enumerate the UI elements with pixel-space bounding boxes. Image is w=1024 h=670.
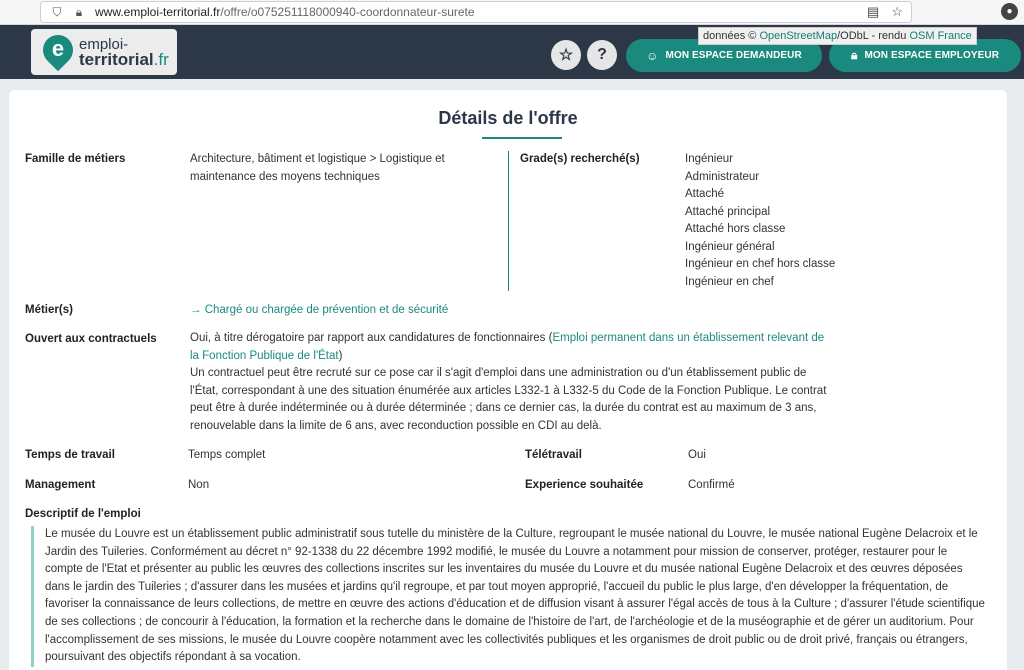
grade-item: Administrateur bbox=[685, 170, 760, 183]
osm-france-link[interactable]: OSM France bbox=[909, 30, 972, 42]
descriptif-text: Le musée du Louvre est un établissement public administratif sous tutelle du ministère de la Culture, regroupant le musée national du Louvre, le musée national Eugène Delacroix et le Jardin des Tuileries. Conformément au décret n° 92-1338 du 22 décembre 1992 modifié, le musée du Louvre a notamment pour mission de conserver, protéger, restaurer pour le compte de l'Etat et présenter au public les œuvres des collections inscrites sur les inventaires du musée du Louvre et du musée national Eugène Delacroix et des œuvres déposées dans le jardin des Tuileries ; d'assurer dans les musées et jardins qu'il regroupe, et par tout moyen approprié, l'accueil du public le plus large, d'en développer la fréquentation, de favoriser la connaissance de leurs collections, de mettre en œuvre des actions d'éducation et de diffusion visant à assurer l'égal accès de tous à la Culture ; d'assurer l'étude scientifique de ses collections ; de concourir à l'éducation, la formation et la recherche dans le domaine de l'histoire de l'art, de l'archéologie et de la muséographie et de gérer un auditorium. Pour l'accomplissement de ses missions, le musée du Louvre coopère notamment avec les collectivités publiques et les organismes de droit public ou de droit privé, français ou étrangers, poursuivant des objectifs répondant à sa vocation. bbox=[31, 526, 985, 667]
contractuels-detail: Un contractuel peut être recruté sur ce pose car il s'agit d'emploi dans une administration ou d'un établissement public de l'État, correspondant à une des situation énumérée aux articles L332-1 à L332-5 du Code de la Fonction Publique. Le contrat peut être à durée indéterminée ou à durée déterminée ; dans ce dernier cas, la durée du contrat est au maximum de 3 ans, renouvelable dans la limite de 6 ans, avec reconduction possible en CDI au delà. bbox=[190, 367, 827, 432]
mon-espace-demandeur-button[interactable]: ☺ MON ESPACE DEMANDEUR bbox=[626, 39, 822, 72]
account-icon[interactable]: ● bbox=[1001, 3, 1018, 20]
experience-label: Experience souhaitée bbox=[525, 479, 644, 491]
page-title: Détails de l'offre bbox=[438, 108, 578, 128]
favorites-button[interactable] bbox=[551, 40, 581, 70]
teletravail-value: Oui bbox=[688, 449, 706, 461]
lock-icon: 🔒︎ bbox=[850, 48, 858, 62]
grade-item: Ingénieur général bbox=[685, 240, 775, 253]
metier-link[interactable]: → Chargé ou chargée de prévention et de sécurité bbox=[190, 304, 449, 316]
bookmark-star-icon[interactable]: ☆ bbox=[891, 4, 903, 19]
grade-item: Attaché hors classe bbox=[685, 223, 786, 235]
grades-label: Grade(s) recherché(s) bbox=[520, 153, 640, 165]
management-label: Management bbox=[25, 479, 96, 491]
url-text[interactable]: www.emploi-territorial.fr/offre/o075251118000940-coordonnateur-surete bbox=[95, 5, 475, 19]
grade-item: Ingénieur en chef hors classe bbox=[685, 258, 836, 270]
grade-item: Ingénieur en chef bbox=[685, 275, 774, 288]
title-underline bbox=[482, 137, 562, 139]
grades-list bbox=[685, 151, 835, 291]
fonction-publique-etat-link[interactable]: Emploi permanent dans un établissement relevant de la Fonction Publique de l'État bbox=[190, 332, 825, 362]
management-value: Non bbox=[188, 479, 210, 491]
column-divider bbox=[508, 151, 509, 291]
teletravail-label: Télétravail bbox=[525, 449, 582, 461]
help-icon: ? bbox=[597, 46, 607, 63]
experience-value: Confirmé bbox=[688, 479, 735, 491]
address-bar[interactable] bbox=[40, 1, 912, 23]
mon-espace-employeur-button[interactable]: 🔒︎ MON ESPACE EMPLOYEUR bbox=[829, 39, 1021, 72]
metier-label: Métier(s) bbox=[25, 304, 73, 316]
offer-details-card bbox=[9, 90, 1007, 670]
map-attribution-tooltip: données © OpenStreetMap/ODbL - rendu OSM France bbox=[698, 27, 977, 45]
famille-value: Architecture, bâtiment et logistique > Logistique et maintenance des moyens techniques bbox=[190, 153, 445, 183]
temps-label: Temps de travail bbox=[25, 449, 115, 461]
grade-item: Attaché principal bbox=[685, 205, 771, 218]
reader-view-icon[interactable]: ▤ bbox=[867, 4, 880, 19]
help-button[interactable] bbox=[587, 40, 617, 70]
browser-toolbar bbox=[0, 0, 1024, 25]
user-icon: ☺ bbox=[646, 48, 659, 63]
star-icon: ☆ bbox=[558, 47, 574, 64]
lock-icon[interactable]: 🔒︎ bbox=[75, 4, 83, 19]
temps-value: Temps complet bbox=[188, 449, 266, 461]
contractuels-value: Oui, à titre dérogatoire par rapport aux candidatures de fonctionnaires (Emploi permanent dans un établissement relevant de la Fonction Publique de l'État) Un contractuel peut être recruté sur ce pose car il s'agit d'emploi dans une administration ou d'un établissement public de l'État, correspondant à une des situation énumérée aux articles L332-1 à L332-5 du Code de la Fonction Publique. Le contrat peut être à durée indéterminée ou à durée déterminée ; dans ce dernier cas, la durée du contrat est au maximum de 3 ans, renouvelable dans la limite de 6 ans, avec reconduction possible en CDI au delà. bbox=[190, 332, 827, 432]
openstreetmap-link[interactable]: OpenStreetMap bbox=[759, 30, 838, 42]
map-pin-icon: e bbox=[43, 33, 73, 71]
famille-label: Famille de métiers bbox=[25, 153, 126, 165]
contractuels-label: Ouvert aux contractuels bbox=[25, 333, 157, 345]
grade-item: Attaché bbox=[685, 188, 724, 200]
grade-item: Ingénieur bbox=[685, 153, 733, 165]
shield-icon[interactable]: ⛉ bbox=[52, 4, 62, 19]
descriptif-label: Descriptif de l'emploi bbox=[25, 508, 141, 520]
site-logo[interactable]: e emploi- territorial.fr bbox=[31, 29, 177, 75]
